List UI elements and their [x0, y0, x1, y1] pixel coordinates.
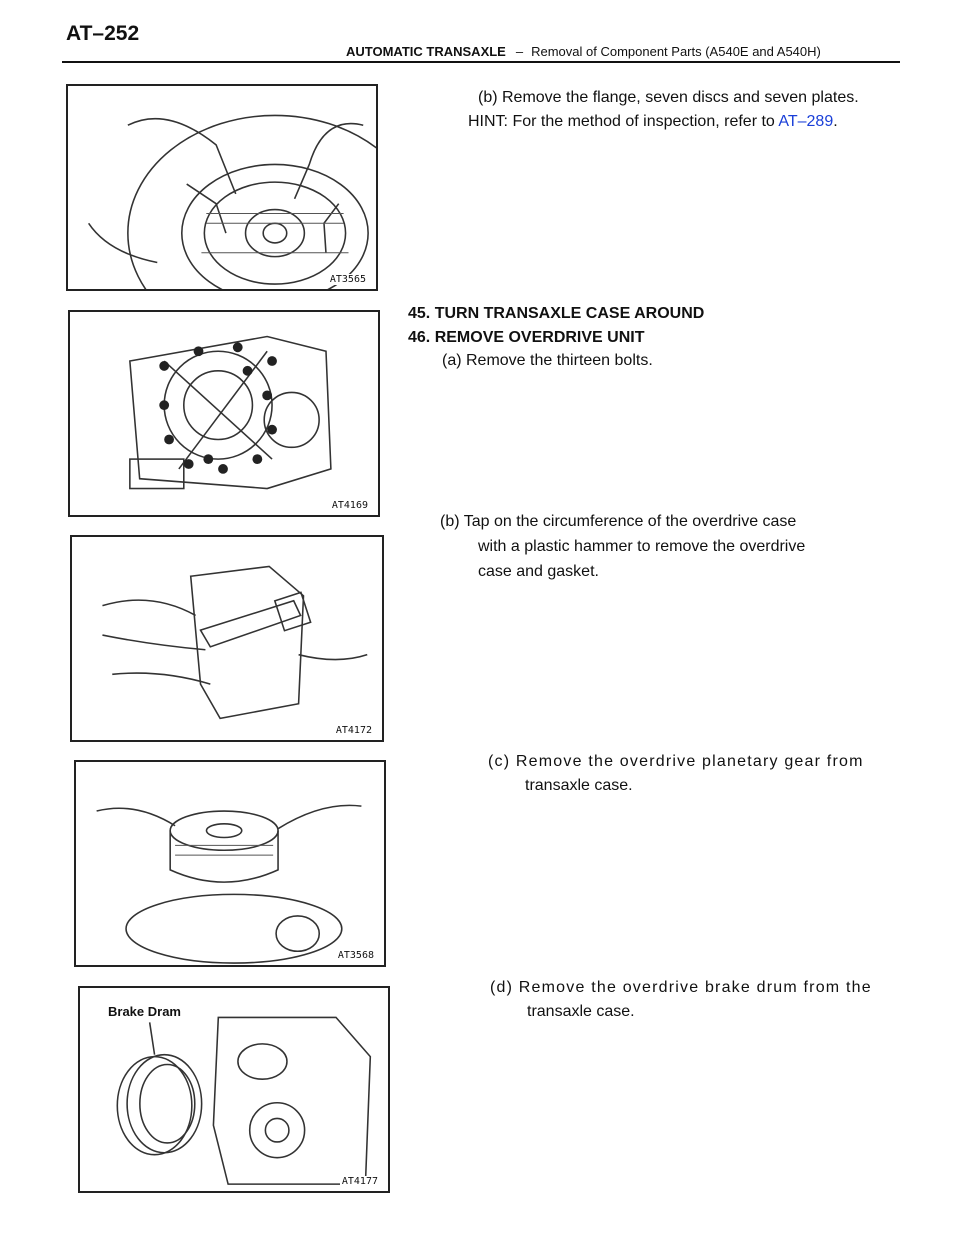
step-d-line1: (d) Remove the overdrive brake drum from the	[490, 979, 872, 996]
page-number: AT–252	[66, 22, 140, 45]
step-c-line2: transaxle case.	[525, 777, 633, 794]
hint-link-at289[interactable]: AT–289	[778, 113, 834, 130]
step-d-line2: transaxle case.	[527, 1003, 635, 1020]
figure-code: AT4177	[341, 1176, 378, 1187]
figure-plastic-hammer	[70, 535, 384, 742]
step-46-heading: 46. REMOVE OVERDRIVE UNIT	[408, 329, 645, 346]
step-b-tap-line2: with a plastic hammer to remove the overdrive	[478, 538, 806, 555]
transaxle-bolts-illustration	[70, 312, 378, 515]
section-title: AUTOMATIC TRANSAXLE	[346, 44, 506, 59]
hint-suffix: .	[833, 113, 838, 130]
step-45-heading: 45. TURN TRANSAXLE CASE AROUND	[408, 305, 705, 322]
figure-code: AT3568	[337, 950, 374, 961]
hint-line	[468, 110, 838, 134]
figure-code: AT4169	[331, 500, 368, 511]
hammer-tapping-illustration	[72, 537, 382, 740]
planetary-gear-illustration	[76, 762, 384, 965]
step-b-tap-line3: case and gasket.	[478, 563, 599, 580]
subsection-title: Removal of Component Parts (A540E and A540H)	[531, 44, 821, 59]
figure-planetary-gear	[74, 760, 386, 967]
hint-text: HINT: For the method of inspection, refer to	[468, 113, 779, 130]
step-b-flange: (b) Remove the flange, seven discs and seven plates.	[478, 89, 859, 106]
figure-flange-removal	[66, 84, 378, 291]
header-dash: –	[515, 44, 524, 59]
figure-thirteen-bolts	[68, 310, 380, 517]
brake-drum-label: Brake Dram	[108, 1004, 181, 1019]
step-a-bolts: (a) Remove the thirteen bolts.	[442, 352, 653, 369]
header-rule	[62, 61, 900, 63]
figure-code: AT3565	[329, 274, 366, 285]
step-c-line1: (c) Remove the overdrive planetary gear from	[488, 753, 864, 770]
flange-removal-illustration	[68, 86, 376, 289]
figure-code: AT4172	[335, 725, 372, 736]
figure-brake-drum	[78, 986, 390, 1193]
running-head	[346, 44, 821, 59]
step-b-tap-line1: (b) Tap on the circumference of the overdrive case	[440, 513, 797, 530]
